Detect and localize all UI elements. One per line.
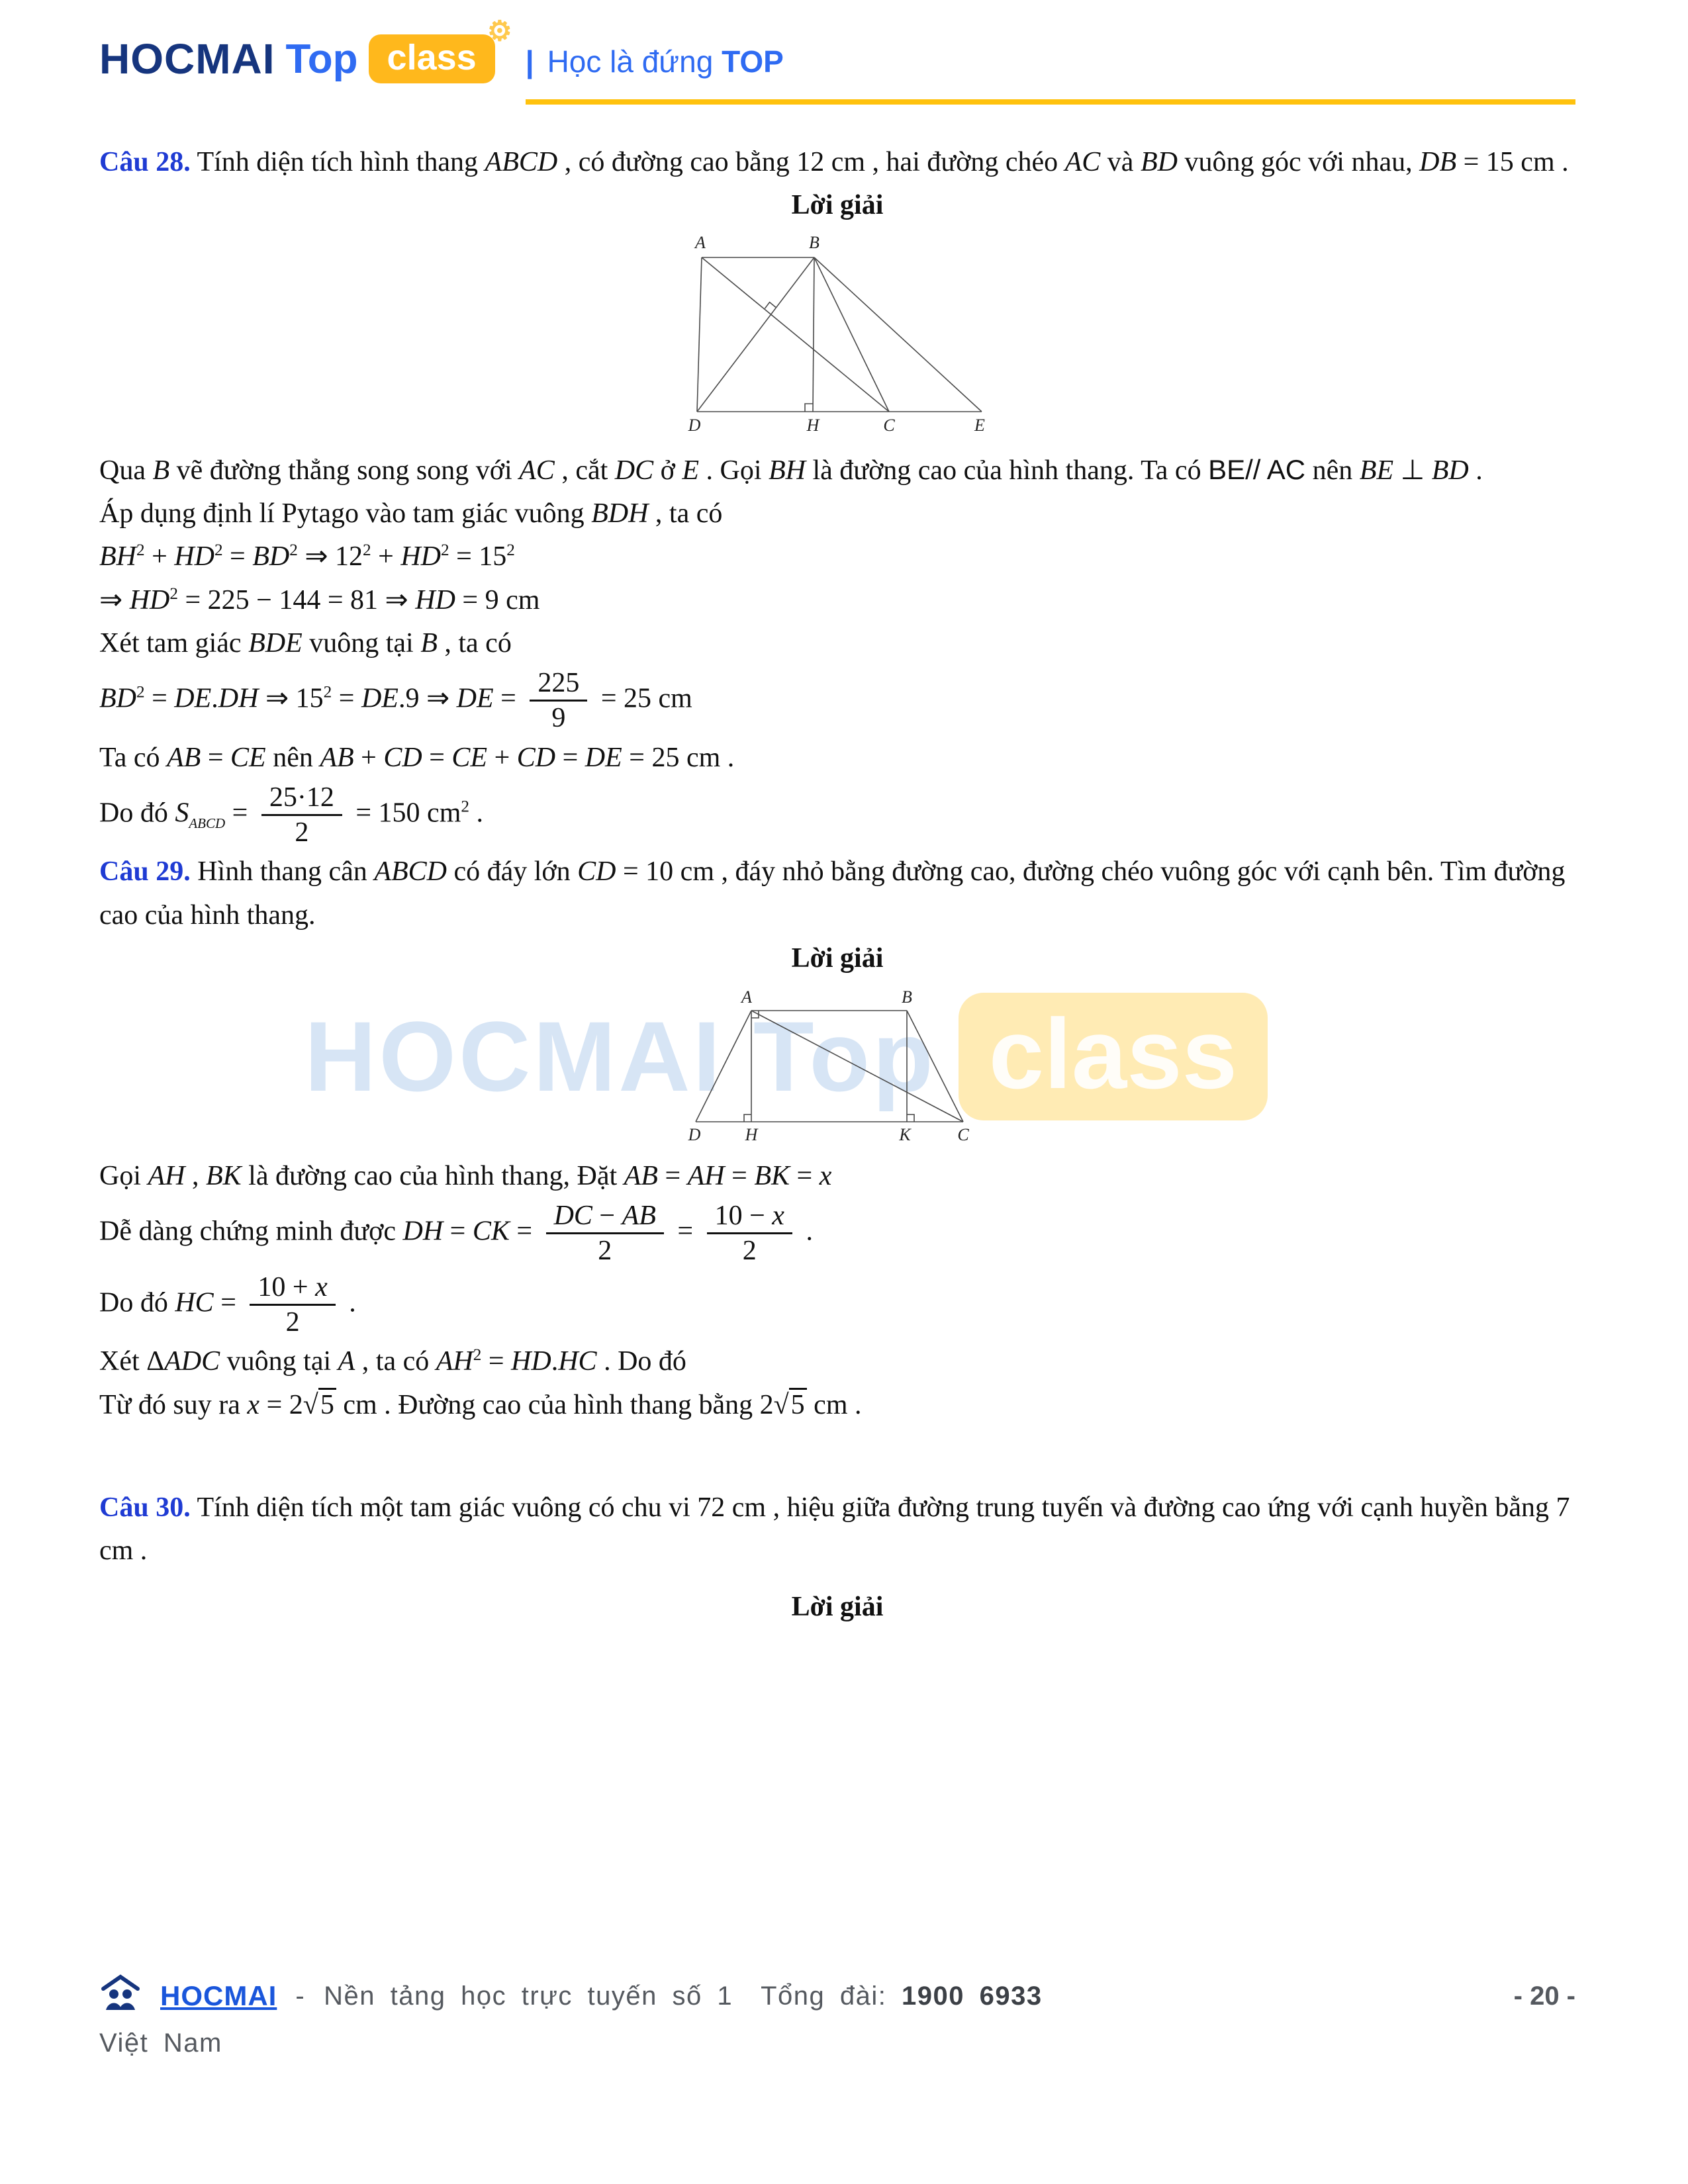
question-28-text: Tính diện tích hình thang ABCD , có đường cao bằng 12 cm , hai đường chéo AC và BD vuông góc với nhau, DB = 15 cm . [197, 147, 1569, 177]
gear-icon: ⚙ [487, 15, 512, 46]
hocmai-logo-icon [99, 1972, 142, 2021]
question-29-text: Hình thang cân ABCD có đáy lớn CD = 10 cm , đáy nhỏ bằng đường cao, đường chéo vuông góc với cạnh bên. Tìm đường cao của hình thang. [99, 856, 1566, 931]
footer-row [99, 1972, 1575, 2021]
hotline-label: Tổng đài: [761, 1981, 887, 2011]
question-30-label: Câu 30. [99, 1492, 191, 1523]
footer-brand-link[interactable]: HOCMAI [160, 1980, 277, 2011]
vertex-label: A [695, 236, 706, 253]
header-tagline [526, 44, 1575, 105]
vertex-label: D [688, 1124, 701, 1142]
q29-paragraph-3: Do đó HC = $\frac{10 + x}{2}$ . [99, 1271, 356, 1338]
q28-paragraph-4: Ta có AB = CE nên AB + CD = CE + CD = DE = 25 cm . [99, 742, 735, 773]
q28-formula-3: $BD^2 = DE.DH$ ⇒ $15^2 = DE.9$ ⇒ DE = $\frac{225}{9}$ = 25 cm [99, 667, 692, 734]
q29-solution-title: Lời giải [791, 942, 884, 974]
tagline-top-bold: TOP [722, 44, 784, 79]
right-angle-mark-diagonals [765, 302, 775, 309]
right-angle-mark-h [805, 404, 813, 412]
watermark-hocmai-top: HOCMAI Top [305, 1001, 936, 1112]
logo-top-text: Top [285, 36, 358, 82]
question-30-statement [99, 1486, 1575, 1572]
q28-formula-2: ⇒ $HD^2 = 225 - 144 = 81$ ⇒ HD = 9 cm [99, 584, 540, 615]
logo-class-badge [369, 15, 512, 83]
q28-paragraph-5: Do đó $S_{ABCD}$ = $\frac{25\cdot 12}{2}$ = 150 $cm^2$ . [99, 782, 483, 848]
vertex-label: K [899, 1124, 911, 1142]
right-angle-mark-k [907, 1115, 914, 1122]
footer-separator: - [295, 1981, 306, 2011]
question-29-label: Câu 29. [99, 856, 191, 887]
q29-paragraph-5: Từ đó suy ra x = 2√5 cm . Đường cao của hình thang bằng 2√5 cm . [99, 1384, 1575, 1427]
question-29-statement [99, 850, 1575, 936]
q28-solution-title: Lời giải [791, 190, 884, 221]
vertex-label: B [902, 989, 912, 1007]
vertex-label: C [883, 416, 895, 435]
page-footer [99, 1972, 1575, 2058]
footer-tagline-line2: Việt Nam [99, 2028, 222, 2058]
question-28-label: Câu 28. [99, 147, 191, 177]
q28-paragraph-2: Áp dụng định lí Pytago vào tam giác vuông BDH , ta có [99, 498, 723, 529]
q28-paragraph-3: Xét tam giác BDE vuông tại B , ta có [99, 627, 512, 659]
q28-paragraph-1: Qua B vẽ đường thẳng song song với AC , cắt DC ở E . Gọi BH là đường cao của hình thang. Ta có BE// AC nên BE ⊥ BD . [99, 454, 1483, 486]
q29-paragraph-2: Dễ dàng chứng minh được DH = CK = $\frac{DC - AB}{2}$ = $\frac{10 - x}{2}$ . [99, 1200, 813, 1267]
question-28-statement [99, 141, 1575, 184]
footer-tagline: Nền tảng học trực tuyến số 1 [324, 1981, 733, 2011]
logo-class-text: class [387, 38, 477, 77]
logo-hocmai-text: HOCMAI [99, 35, 275, 83]
q29-figure [99, 989, 1575, 1155]
vertex-label: D [688, 416, 701, 435]
vertex-label: A [741, 989, 752, 1007]
q29-paragraph-1: Gọi AH , BK là đường cao của hình thang, Đặt AB = AH = BK = x [99, 1160, 832, 1191]
q28-figure [99, 236, 1575, 448]
vertex-label: H [745, 1124, 758, 1142]
question-30-text: Tính diện tích một tam giác vuông có chu vi 72 cm , hiệu giữa đường trung tuyến và đường cao ứng với cạnh huyền bằng 7 cm . [99, 1492, 1570, 1566]
page-number: - 20 - [1513, 1981, 1575, 2011]
vertex-label: B [809, 236, 820, 253]
right-angle-mark-h [744, 1115, 751, 1122]
trapezoid-abcd-diagram [679, 236, 996, 435]
q29-paragraph-4: Xét ΔADC vuông tại A , ta có $AH^2 = HD.HC$ . Do đó [99, 1346, 686, 1377]
vertex-label: C [957, 1124, 969, 1142]
hotline-number: 1900 6933 [902, 1981, 1043, 2011]
document-content [99, 141, 1575, 1629]
page-header [99, 15, 1575, 105]
vertex-label: H [806, 416, 820, 435]
hocmai-topclass-logo [99, 15, 512, 83]
q28-formula-1: $BH^2 + HD^2 = BD^2$ ⇒ $12^2 + HD^2 = 15^2$ [99, 541, 515, 572]
isosceles-trapezoid-diagram [685, 989, 990, 1142]
vertex-label: E [974, 416, 985, 435]
watermark-class-badge: class [959, 993, 1268, 1120]
q30-solution-title: Lời giải [791, 1591, 884, 1622]
footer-hotline [761, 1981, 1043, 2011]
tagline-text: Học là đứng [547, 44, 722, 79]
tagline-bar: | [525, 44, 534, 79]
